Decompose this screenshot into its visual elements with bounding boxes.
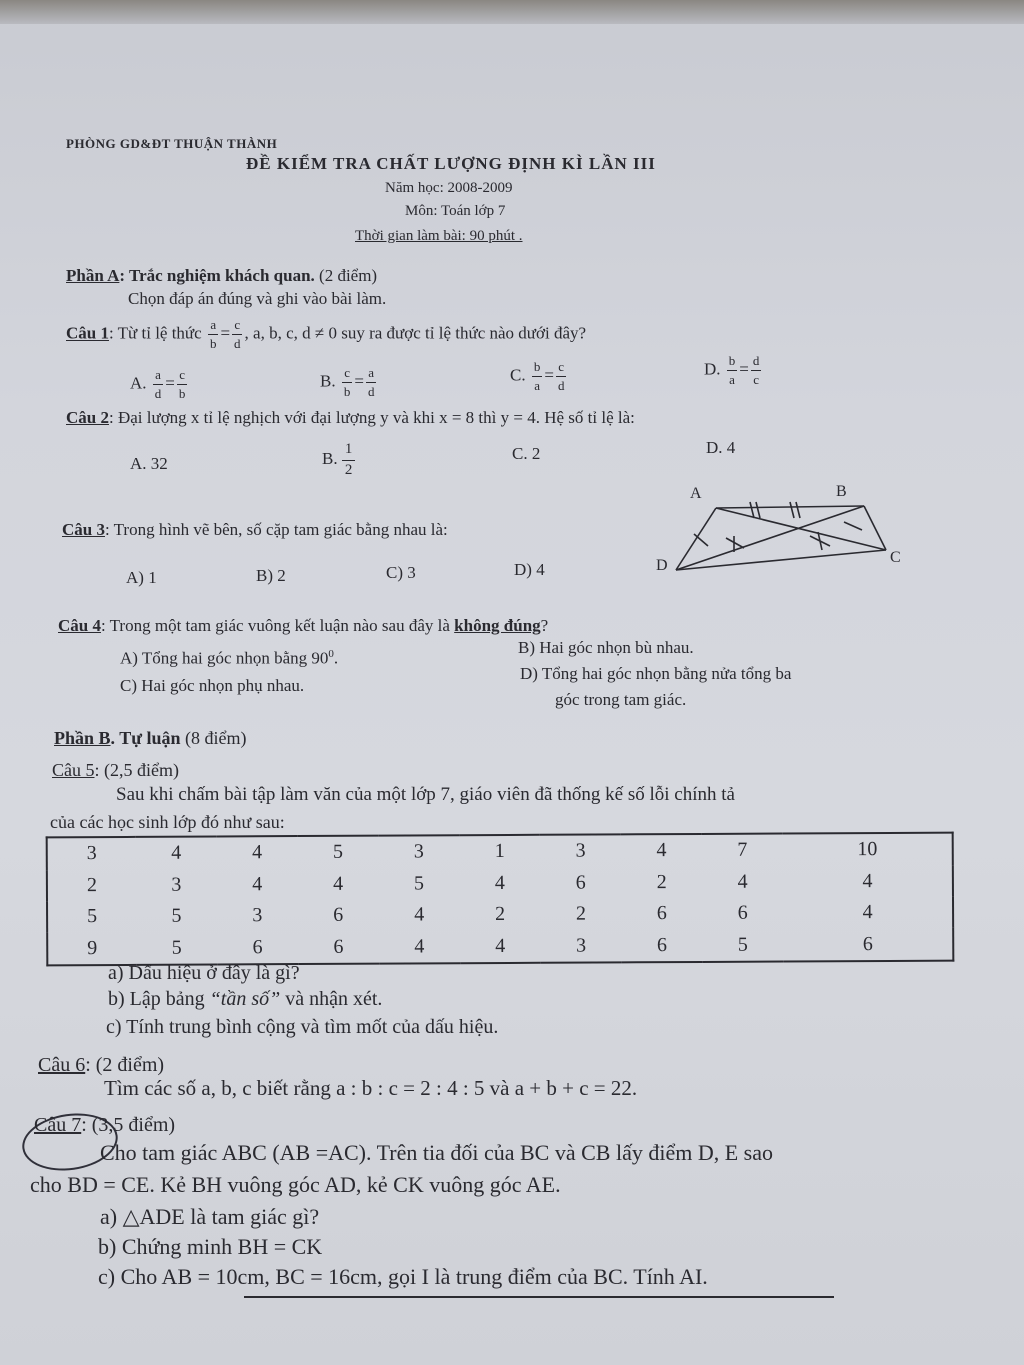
question-2-option-a: A. 32: [130, 454, 168, 473]
table-cell: 7: [737, 838, 748, 862]
question-3-option-b: B) 2: [256, 566, 286, 585]
question-1-label: Câu 1: [66, 323, 109, 343]
table-cell: 2: [575, 902, 586, 925]
table-cell: 3: [86, 842, 97, 865]
fraction-c-over-d: $\frac{c}{d}$: [234, 317, 241, 352]
question-3-option-d: D) 4: [514, 560, 545, 579]
fraction-a-over-b: $\frac{a}{b}$: [209, 317, 217, 352]
question-5-points: : (2,5 điểm): [94, 760, 179, 780]
time-limit: Thời gian làm bài: 90 phút .: [355, 228, 523, 244]
question-5-line-1: Sau khi chấm bài tập làm văn của một lớp 7, giáo viên đã thống kế số lỗi chính tả: [116, 784, 735, 805]
question-1-suffix: , a, b, c, d ≠ 0 suy ra được tỉ lệ thức nào dưới đây?: [244, 323, 587, 343]
table-cell: 5: [332, 841, 343, 864]
question-3-option-a: A) 1: [126, 568, 157, 587]
table-cell: 6: [575, 871, 586, 894]
handwritten-underline: [244, 1296, 834, 1298]
question-5-part-c: c) Tính trung bình cộng và tìm mốt của dấu hiệu.: [106, 1016, 499, 1038]
question-1-option-d: D. $\frac{b}{a}$ = $\frac{d}{c}$: [704, 353, 760, 388]
question-4-emphasis: không đúng: [454, 616, 541, 635]
table-cell: 6: [333, 904, 344, 927]
table-cell: 4: [414, 903, 425, 926]
table-cell: 6: [862, 932, 873, 955]
question-2-option-b: B. $\frac{1}{2}$: [322, 440, 355, 480]
question-7-line-1: Cho tam giác ABC (AB =AC). Trên tia đối của BC và CB lấy điểm D, E sao: [100, 1140, 773, 1165]
question-6-points: : (2 điểm): [85, 1054, 165, 1076]
table-cell: 5: [171, 936, 182, 959]
question-4-option-b: B) Hai góc nhọn bù nhau.: [518, 638, 694, 657]
table-cell: 4: [171, 841, 182, 864]
question-1-option-c: C. $\frac{b}{a}$ = $\frac{c}{d}$: [510, 359, 565, 394]
question-7-part-a: a) △ADE là tam giác gì?: [100, 1204, 320, 1229]
question-7-part-b: b) Chứng minh BH = CK: [98, 1234, 323, 1259]
part-a-title: : Trắc nghiệm khách quan.: [119, 266, 315, 285]
table-row: [47, 928, 953, 965]
part-a-points: (2 điểm): [319, 266, 378, 285]
part-b-title: . Tự luận: [110, 728, 181, 748]
question-5-heading: [52, 760, 179, 781]
part-b-points: (8 điểm): [185, 728, 247, 748]
question-1: Câu 1: Từ tỉ lệ thức $\frac{a}{b}$ = $\frac{c}{d}$ , a, b, c, d ≠ 0 suy ra được tỉ lệ thức nào dưới đây?: [66, 316, 586, 353]
table-cell: 2: [494, 903, 506, 926]
trapezoid-figure: [650, 478, 910, 578]
question-2-option-c: C. 2: [512, 444, 541, 463]
question-3: [62, 520, 448, 540]
question-1-option-a: A. $\frac{a}{d}$ = $\frac{c}{b}$: [130, 367, 186, 402]
table-cell: 3: [413, 840, 424, 863]
question-7-points: : (3,5 điểm): [81, 1114, 176, 1136]
segment-ab: [716, 506, 864, 508]
question-4-label: Câu 4: [58, 616, 101, 635]
question-4-option-c: C) Hai góc nhọn phụ nhau.: [120, 676, 305, 695]
table-cell: 5: [171, 904, 182, 927]
table-cell: 5: [87, 905, 98, 928]
education-office: PHÒNG GD&ĐT THUẬN THÀNH: [66, 136, 278, 151]
table-cell: 9: [87, 936, 98, 959]
question-2-text: : Đại lượng x tỉ lệ nghịch với đại lượng y và khi x = 8 thì y = 4. Hệ số tỉ lệ là:: [108, 408, 635, 427]
table-cell: 6: [656, 933, 668, 956]
table-cell: 2: [656, 870, 667, 893]
question-4-option-d: D) Tổng hai góc nhọn bằng nửa tổng ba: [520, 664, 792, 683]
question-4: Câu 4: Trong một tam giác vuông kết luận nào sau đây là không đúng?: [58, 616, 549, 635]
question-1-prefix: : Từ tỉ lệ thức: [108, 323, 202, 343]
question-7-part-c: c) Cho AB = 10cm, BC = 16cm, gọi I là trung điểm của BC. Tính AI.: [98, 1264, 708, 1289]
question-7-label: Câu 7: [34, 1114, 82, 1136]
part-a-instruction: Chọn đáp án đúng và ghi vào bài làm.: [128, 289, 387, 308]
vertex-c: C: [890, 549, 901, 566]
question-2-option-d: D. 4: [706, 438, 736, 457]
table-cell: 4: [737, 870, 748, 893]
question-2-label: Câu 2: [66, 408, 109, 427]
table-cell: 3: [575, 839, 586, 862]
part-b-label: Phần B: [54, 728, 111, 748]
error-count-table: [46, 832, 955, 967]
table-cell: 3: [171, 873, 182, 896]
table-cell: 4: [252, 873, 263, 896]
table-cell: 1: [494, 840, 505, 863]
question-5-label: Câu 5: [52, 760, 95, 780]
table-cell: 5: [413, 872, 425, 895]
part-a-heading: [66, 266, 377, 286]
question-4-option-a: A) Tổng hai góc nhọn bằng $90^0$.: [120, 648, 339, 668]
segment-da: [676, 508, 716, 570]
table-cell: 3: [576, 934, 587, 957]
question-6-label: Câu 6: [38, 1054, 86, 1076]
question-3-text: : Trong hình vẽ bên, số cặp tam giác bằng nhau là:: [104, 520, 448, 539]
table-cell: 6: [252, 935, 263, 958]
table-cell: 5: [737, 933, 748, 956]
part-a-label: Phần A: [66, 266, 120, 285]
paper-top-edge: [0, 0, 1024, 24]
question-3-label: Câu 3: [62, 520, 105, 539]
table-cell: 10: [857, 838, 878, 861]
vertex-d: D: [656, 557, 668, 574]
table-cell: 6: [333, 935, 344, 958]
table-cell: 4: [494, 871, 505, 894]
table-row: [47, 833, 953, 870]
table-cell: 6: [737, 901, 748, 924]
question-6-text: Tìm các số a, b, c biết rằng a : b : c = 2 : 4 : 5 và a + b + c = 22.: [104, 1076, 638, 1100]
vertex-a: A: [690, 485, 702, 502]
table-cell: 3: [252, 904, 263, 927]
part-b-heading: [54, 728, 247, 749]
exam-title: ĐỀ KIỂM TRA CHẤT LƯỢNG ĐỊNH KÌ LẦN III: [246, 154, 656, 173]
question-4-text: : Trong một tam giác vuông kết luận nào sau đây là: [100, 616, 455, 635]
table-cell: 4: [333, 872, 344, 895]
question-7-heading: [34, 1114, 175, 1137]
table-cell: 4: [414, 935, 425, 958]
question-5-line-2: của các học sinh lớp đó như sau:: [50, 812, 285, 832]
table-row: [47, 897, 953, 933]
question-1-option-b: B. $\frac{c}{b}$ = $\frac{a}{d}$: [320, 365, 375, 400]
table-cell: 4: [495, 934, 506, 957]
table-cell: 4: [862, 869, 873, 892]
question-2: [66, 408, 635, 428]
question-6-heading: [38, 1054, 164, 1077]
question-3-option-c: C) 3: [386, 563, 416, 582]
segment-bc: [864, 506, 886, 550]
subject: Môn: Toán lớp 7: [405, 203, 506, 219]
school-year: Năm học: 2008-2009: [385, 180, 513, 196]
question-4-option-d-cont: góc trong tam giác.: [555, 690, 687, 709]
table-cell: 4: [656, 839, 667, 862]
table-cell: 2: [86, 873, 97, 896]
table-cell: 4: [251, 841, 263, 864]
table-cell: 6: [656, 902, 667, 925]
question-5-part-b: b) Lập bảng “tần số” và nhận xét.: [108, 988, 383, 1010]
table-cell: 4: [862, 901, 873, 924]
question-5-part-a: a) Dấu hiệu ở đây là gì?: [108, 962, 300, 984]
table-row: [47, 865, 953, 901]
question-7-line-2: cho BD = CE. Kẻ BH vuông góc AD, kẻ CK vuông góc AE.: [30, 1172, 561, 1197]
vertex-b: B: [836, 483, 847, 500]
